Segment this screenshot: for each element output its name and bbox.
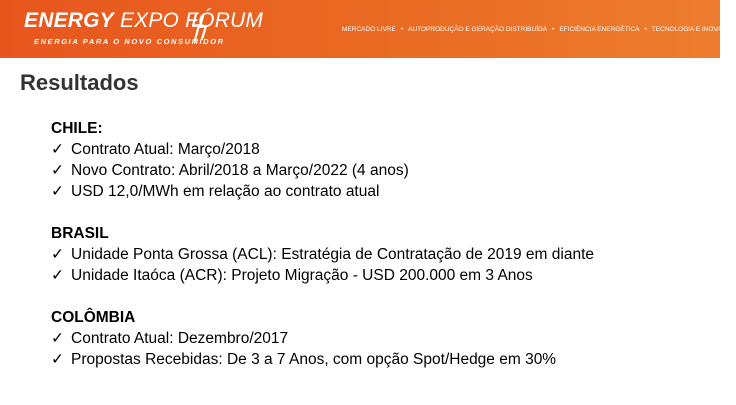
nav-separator: • xyxy=(644,26,647,33)
list-item-text: Contrato Atual: Dezembro/2017 xyxy=(71,330,289,347)
check-icon: ✓ xyxy=(51,330,64,347)
list-item-text: Unidade Itaóca (ACR): Projeto Migração - USD 200.000 em 3 Anos xyxy=(71,267,533,284)
list-item xyxy=(51,244,711,265)
list-item-text: Novo Contrato: Abril/2018 a Março/2022 (4 anos) xyxy=(71,162,409,179)
list-item-text: USD 12,0/MWh em relação ao contrato atual xyxy=(71,183,380,200)
logo-word-expo-forum: EXPO FÓRUM xyxy=(119,9,264,32)
section-chile xyxy=(51,118,711,202)
nav-item-autoproducao[interactable]: AUTOPRODUÇÃO E GERAÇÃO DISTRIBUÍDA xyxy=(408,26,548,33)
check-icon: ✓ xyxy=(51,162,64,179)
top-nav xyxy=(342,26,736,33)
section-colombia xyxy=(51,307,711,370)
check-icon: ✓ xyxy=(51,183,64,200)
logo-tagline: ENERGIA PARA O NOVO CONSUMIDOR xyxy=(34,37,225,46)
section-heading: CHILE: xyxy=(51,120,103,137)
list-item xyxy=(51,265,711,286)
check-icon: ✓ xyxy=(51,267,64,284)
nav-item-eficiencia[interactable]: EFICIÊNCIA ENERGÉTICA xyxy=(559,26,640,33)
header-banner xyxy=(0,0,736,58)
list-item-text: Contrato Atual: Março/2018 xyxy=(71,141,260,158)
section-heading: COLÔMBIA xyxy=(51,309,136,326)
section-heading: BRASIL xyxy=(51,225,109,242)
check-icon: ✓ xyxy=(51,351,64,368)
check-icon: ✓ xyxy=(51,246,64,263)
list-item-text: Propostas Recebidas: De 3 a 7 Anos, com opção Spot/Hedge em 30% xyxy=(71,351,557,368)
list-item xyxy=(51,349,711,370)
list-item xyxy=(51,160,711,181)
list-item-text: Unidade Ponta Grossa (ACL): Estratégia de Contratação de 2019 em diante xyxy=(71,246,595,263)
nav-item-tecnologia[interactable]: TECNOLOGIA E INOVAÇÃO xyxy=(651,26,736,33)
nav-item-mercado-livre[interactable]: MERCADO LIVRE xyxy=(342,26,396,33)
list-item xyxy=(51,181,711,202)
list-item xyxy=(51,328,711,349)
event-logo[interactable] xyxy=(24,9,263,33)
nav-separator: • xyxy=(400,26,404,33)
logo-word-energy: ENERGY xyxy=(24,9,114,32)
section-brasil xyxy=(51,223,711,286)
results-content xyxy=(51,118,711,391)
page-title: Resultados xyxy=(20,70,139,95)
list-item xyxy=(51,139,711,160)
nav-separator: • xyxy=(552,26,555,33)
check-icon: ✓ xyxy=(51,141,64,158)
